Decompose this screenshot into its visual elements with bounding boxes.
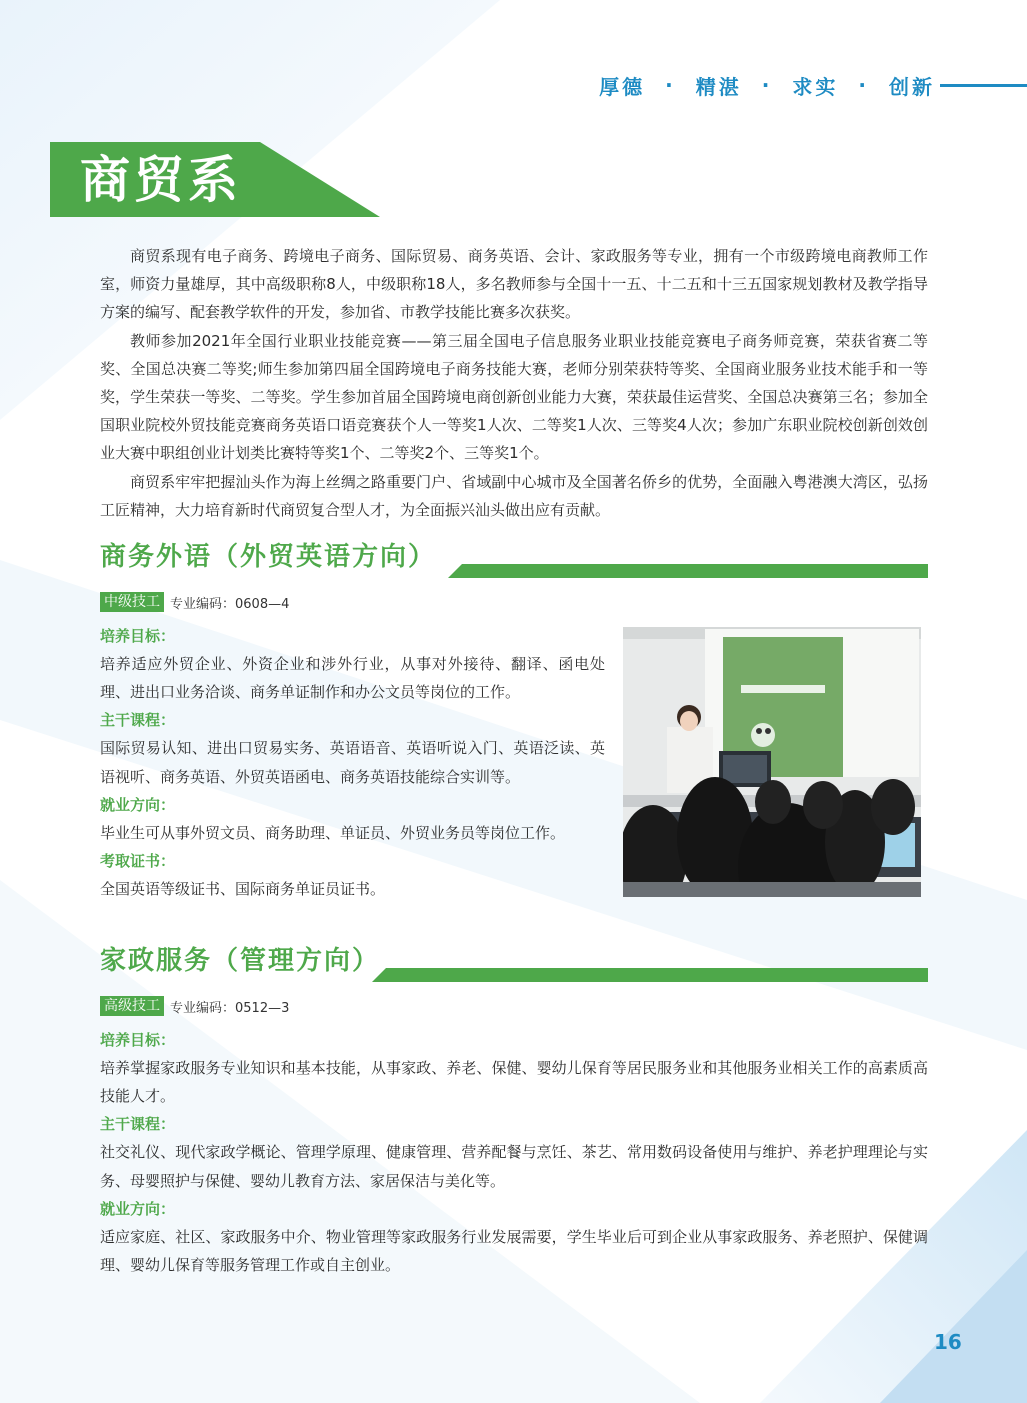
section-label: 就业方向：: [100, 795, 176, 814]
department-intro: [100, 242, 928, 524]
section-text: 社交礼仪、现代家政学概论、管理学原理、健康管理、营养配餐与烹饪、茶艺、常用数码设备使用与维护、养老护理理论与实务、母婴照护与保健、婴幼儿教育方法、家居保洁与美化等。: [100, 1143, 928, 1190]
section-label: 主干课程：: [100, 1115, 176, 1134]
program-heading: [100, 540, 928, 580]
motto-word: 精湛: [695, 74, 742, 99]
intro-paragraph: 商贸系现有电子商务、跨境电子商务、国际贸易、商务英语、会计、家政服务等专业，拥有一个市级跨境电商教师工作室，师资力量雄厚，其中高级职称8人，中级职称18人，多名教师参与全国十一五、十二五和十三五国家规划教材及教学指导方案的编写、配套教学软件的开发，参加省、市教学技能比赛多次获奖。: [100, 247, 928, 322]
section-text: 培养掌握家政服务专业知识和基本技能，从事家政、养老、保健、婴幼儿保育等居民服务业和其他服务业相关工作的高素质高技能人才。: [100, 1059, 928, 1106]
program-title: 商务外语（外贸英语方向）: [100, 542, 437, 572]
program-details: [100, 622, 605, 903]
program-meta: [100, 591, 289, 613]
heading-bar: [448, 564, 928, 578]
section-label: 培养目标：: [100, 1031, 176, 1049]
level-badge: 中级技工: [100, 592, 164, 612]
section-label: 主干课程：: [100, 711, 176, 730]
section-text: 国际贸易认知、进出口贸易实务、英语语音、英语听说入门、英语泛读、英语视听、商务英语、外贸英语函电、商务英语技能综合实训等。: [100, 739, 605, 786]
program-code: 专业编码：0512—3: [170, 1000, 290, 1016]
school-motto: [599, 70, 935, 100]
section-text: 适应家庭、社区、家政服务中介、物业管理等家政服务行业发展需要，学生毕业后可到企业从事家政服务、养老照护、保健调理、婴幼儿保育等服务管理工作或自主创业。: [100, 1227, 928, 1275]
heading-bar: [372, 968, 928, 982]
department-title: 商贸系: [80, 151, 242, 209]
motto-word: 创新: [889, 74, 935, 99]
intro-paragraph: 教师参加2021年全国行业职业技能竞赛——第三届全国电子信息服务业职业技能竞赛电子商务师竞赛，荣获省赛二等奖、全国总决赛二等奖;师生参加第四届全国跨境电子商务技能大赛，老师分别荣获特等奖、全国商业服务业技术能手和一等奖，学生荣获一等奖、二等奖。学生参加首届全国跨境电商创新创业能力大赛，荣获最佳运营奖、全国总决赛第三名；参加全国职业院校外贸技能竞赛商务英语口语竞赛获个人一等奖1人次、二等奖1人次、三等奖4人次；参加广东职业院校创新创效创业大赛中职组创业计划类比赛特等奖1个、二等奖2个、三等奖1个。: [100, 331, 928, 463]
motto-separator: ·: [761, 73, 773, 97]
section-text: 全国英语等级证书、国际商务单证员证书。: [100, 880, 386, 899]
section-label: 考取证书：: [100, 852, 176, 871]
motto-word: 求实: [792, 74, 839, 99]
motto-separator: ·: [665, 73, 676, 97]
level-badge: 高级技工: [100, 996, 164, 1016]
classroom-photo: [623, 627, 921, 897]
section-text: 毕业生可从事外贸文员、商务助理、单证员、外贸业务员等岗位工作。: [100, 823, 566, 842]
section-text: 培养适应外贸企业、外资企业和涉外行业，从事对外接待、翻译、函电处理、进出口业务洽谈、商务单证制作和办公文员等岗位的工作。: [100, 655, 605, 702]
motto-separator: ·: [858, 73, 869, 97]
program-title: 家政服务（管理方向）: [100, 946, 381, 976]
program-heading: [100, 944, 928, 984]
motto-word: 厚德: [599, 74, 646, 99]
program-code: 专业编码：0608—4: [170, 596, 290, 612]
page-number: 16: [934, 1330, 962, 1354]
program-meta: [100, 995, 289, 1017]
section-label: 就业方向：: [100, 1199, 176, 1218]
program-details: [100, 1026, 928, 1279]
intro-paragraph: 商贸系牢牢把握汕头作为海上丝绸之路重要门户、省域副中心城市及全国著名侨乡的优势，全面融入粤港澳大湾区，弘扬工匠精神，大力培育新时代商贸复合型人才，为全面振兴汕头做出应有贡献。: [100, 472, 928, 519]
header-rule: [940, 84, 1027, 87]
section-label: 培养目标：: [100, 627, 176, 645]
